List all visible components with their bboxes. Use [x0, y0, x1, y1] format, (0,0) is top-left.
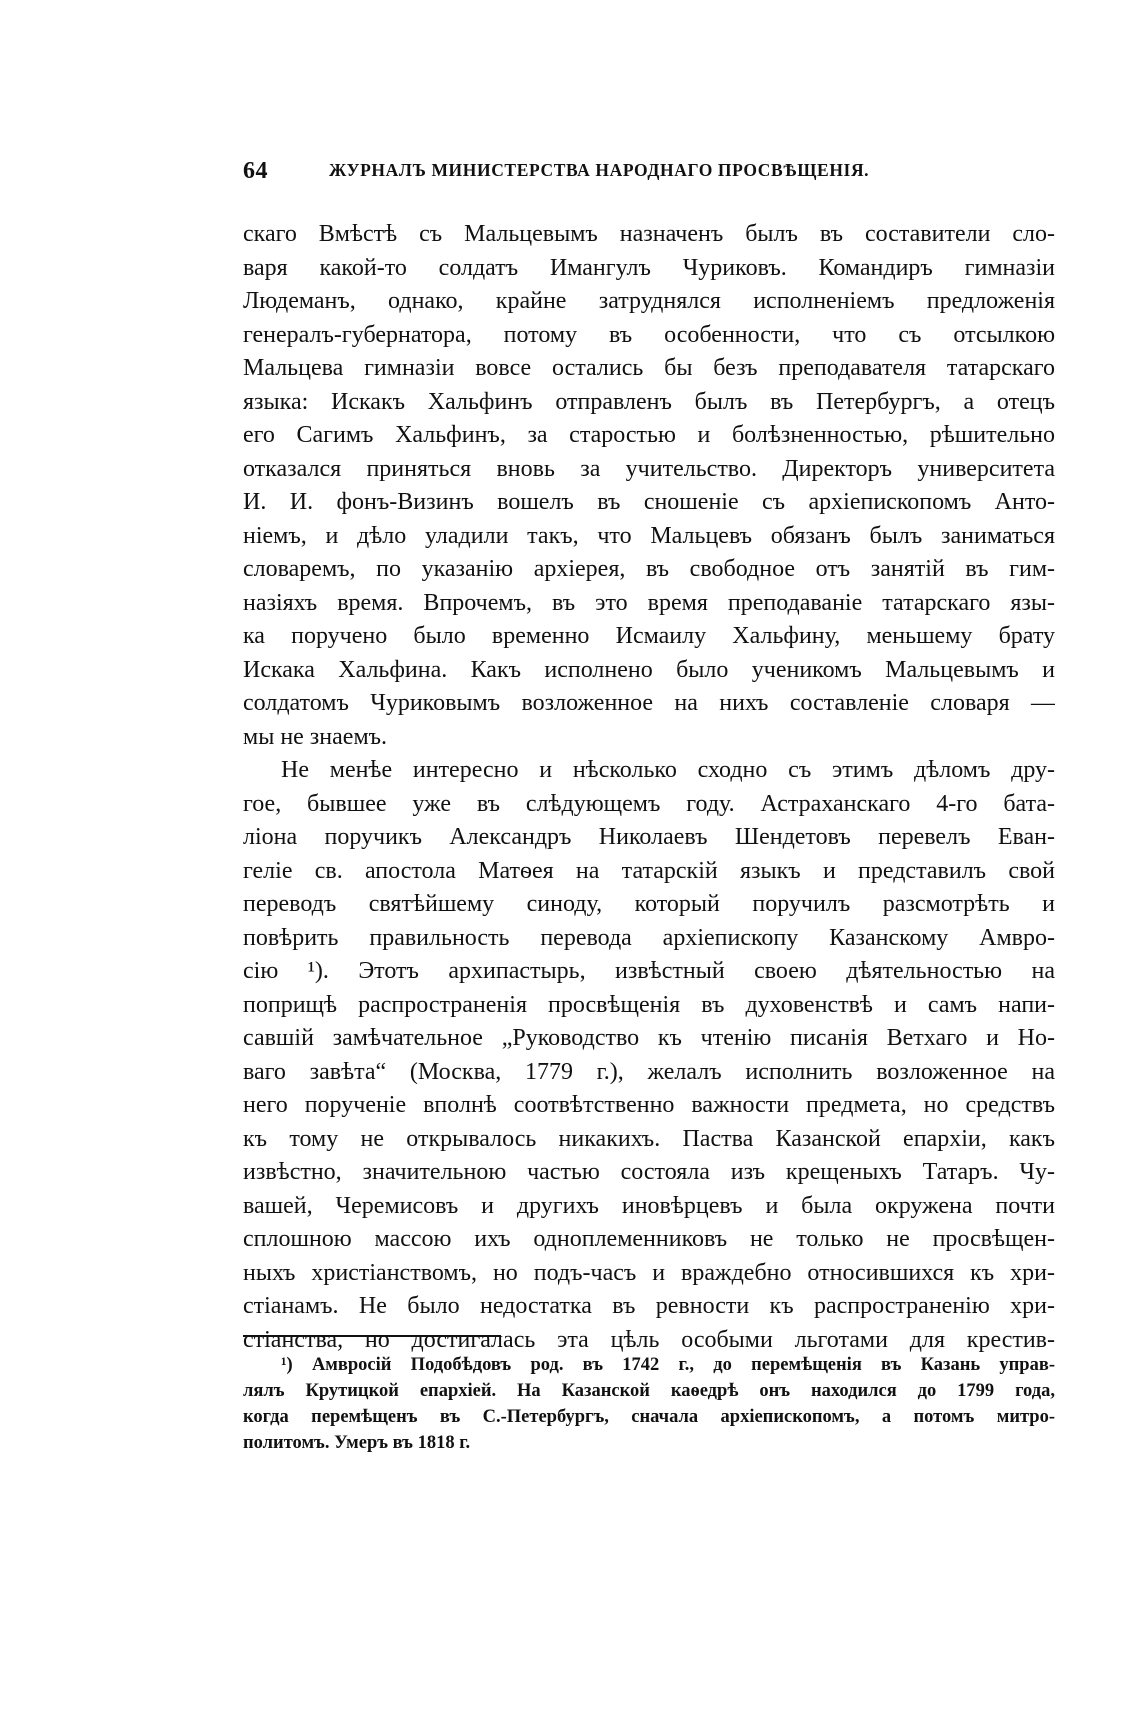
footnote-line: политомъ. Умеръ въ 1818 г.	[243, 1433, 471, 1453]
text-line: его Сагимъ Хальфинъ, за старостью и болѣзненностью, рѣшительно	[243, 422, 1055, 448]
text-line: ка поручено было временно Исмаилу Хальфину, меньшему брату	[243, 623, 1055, 649]
text-line: стіанамъ. Не было недостатка въ ревности къ распространенію хри-	[243, 1293, 1055, 1319]
paragraph-first-line: Не менѣе интересно и нѣсколько сходно съ этимъ дѣломъ дру-	[281, 757, 1055, 783]
text-line: солдатомъ Чуриковымъ возложенное на нихъ составленіе словаря —	[243, 690, 1055, 716]
text-line: гое, бывшее уже въ слѣдующемъ году. Астраханскаго 4-го бата-	[243, 790, 1055, 817]
text-line: геліе св. апостола Матѳея на татарскій языкъ и представилъ свой	[243, 857, 1055, 884]
body-text	[243, 218, 1055, 1357]
running-head	[243, 158, 1055, 192]
text-line: генералъ-губернатора, потому въ особенности, что съ отсылкою	[243, 321, 1055, 348]
text-line: Людеманъ, однако, крайне затруднялся исполненіемъ предложенія	[243, 288, 1055, 314]
text-line: сплошною массою ихъ одноплеменниковъ не только не просвѣщен-	[243, 1226, 1055, 1252]
text-line: языка: Искакъ Хальфинъ отправленъ былъ въ Петербургъ, а отецъ	[243, 388, 1055, 415]
text-line: Искака Хальфина. Какъ исполнено было ученикомъ Мальцевымъ и	[243, 656, 1055, 683]
footnote-line: когда перемѣщенъ въ С.-Петербургъ, сначала архіепископомъ, а потомъ митро-	[243, 1407, 1055, 1427]
page-number: 64	[243, 158, 268, 184]
text-line: стіанства, но достигалась эта цѣль особыми льготами для крестив-	[243, 1326, 1055, 1353]
journal-title: ЖУРНАЛЪ МИНИСТЕРСТВА НАРОДНАГО ПРОСВѢЩЕНІЯ.	[329, 160, 870, 180]
text-line: скаго Вмѣстѣ съ Мальцевымъ назначенъ былъ въ составители сло-	[243, 221, 1055, 247]
footnote-line: лялъ Крутицкой епархіей. На Казанской каѳедрѣ онъ находился до 1799 года,	[243, 1381, 1055, 1401]
footnote	[243, 1352, 1055, 1456]
paragraph-end-line: мы не знаемъ.	[243, 723, 388, 750]
text-line: переводъ святѣйшему синоду, который поручилъ разсмотрѣть и	[243, 891, 1055, 917]
text-line: словаремъ, по указанію архіерея, въ свободное отъ занятій въ гим-	[243, 556, 1055, 582]
text-line: него порученіе вполнѣ соотвѣтственно важности предмета, но средствъ	[243, 1092, 1055, 1118]
text-line: ліона поручикъ Александръ Николаевъ Шендетовъ перевелъ Еван-	[243, 824, 1055, 850]
text-line: сію ¹). Этотъ архипастырь, извѣстный своею дѣятельностью на	[243, 958, 1055, 984]
text-line: ваго завѣта“ (Москва, 1779 г.), желалъ исполнить возложенное на	[243, 1058, 1055, 1085]
text-line: поприщѣ распространенія просвѣщенія въ духовенствѣ и самъ напи-	[243, 991, 1055, 1018]
text-line: ніемъ, и дѣло уладили такъ, что Мальцевъ обязанъ былъ заниматься	[243, 522, 1055, 549]
text-line: Мальцева гимназіи вовсе остались бы безъ преподавателя татарскаго	[243, 355, 1055, 381]
text-line: назіяхъ время. Впрочемъ, въ это время преподаваніе татарскаго язы-	[243, 589, 1055, 616]
footnote-line: ¹) Амвросій Подобѣдовъ род. въ 1742 г., до перемѣщенія въ Казань управ-	[281, 1355, 1055, 1375]
text-line: отказался приняться вновь за учительство. Директоръ университета	[243, 455, 1055, 482]
text-line: вашей, Черемисовъ и другихъ иновѣрцевъ и была окружена почти	[243, 1192, 1055, 1219]
text-line: ныхъ христіанствомъ, но подъ-часъ и враждебно относившихся къ хри-	[243, 1259, 1055, 1286]
text-line: извѣстно, значительною частью состояла изъ крещеныхъ Татаръ. Чу-	[243, 1159, 1055, 1185]
text-line: савшій замѣчательное „Руководство къ чтенію писанія Ветхаго и Но-	[243, 1025, 1055, 1051]
text-line: къ тому не открывалось никакихъ. Паства Казанской епархіи, какъ	[243, 1125, 1055, 1152]
text-line: И. И. фонъ-Визинъ вошелъ въ сношеніе съ архіепископомъ Анто-	[243, 489, 1055, 515]
text-line: повѣрить правильность перевода архіепископу Казанскому Амвро-	[243, 924, 1055, 951]
footnote-divider	[243, 1335, 501, 1337]
text-line: варя какой-то солдатъ Имангулъ Чуриковъ. Командиръ гимназіи	[243, 254, 1055, 281]
